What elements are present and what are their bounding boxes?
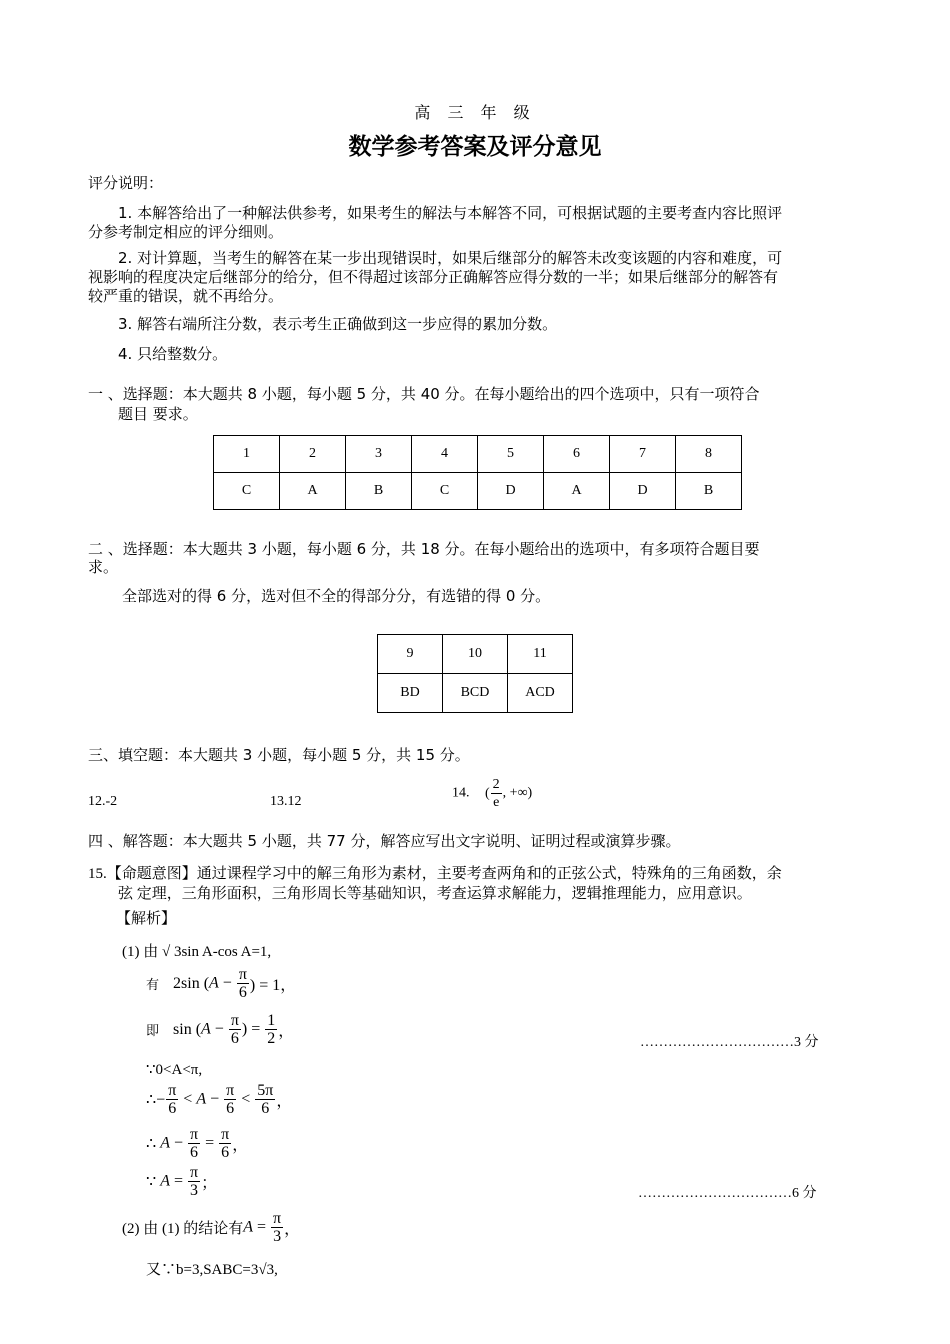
fraction-numerator: π bbox=[190, 1126, 199, 1143]
expr-text: − bbox=[210, 1020, 228, 1038]
fraction-pi-over-6 bbox=[166, 1082, 178, 1117]
answer-14-open-paren: ( bbox=[485, 785, 490, 801]
answer-14 bbox=[452, 776, 532, 811]
answer-cell: B bbox=[676, 473, 742, 510]
section-2-heading: 二 、选择题：本大题共 3 小题，每小题 6 分，共 18 分。在每小题给出的选项中，有多项符合题目要 bbox=[88, 540, 760, 558]
fraction-numerator: 5π bbox=[257, 1082, 274, 1099]
section-3-heading: 三、填空题：本大题共 3 小题，每小题 5 分，共 15 分。 bbox=[88, 746, 470, 764]
fraction-denominator: 3 bbox=[190, 1182, 199, 1199]
expr-text: < bbox=[237, 1090, 255, 1108]
answer-14-fraction bbox=[491, 776, 502, 811]
analysis-label: 【解析】 bbox=[116, 911, 177, 927]
fraction-numerator: 2 bbox=[492, 777, 500, 792]
section-1-heading-cont: 题目 要求。 bbox=[118, 405, 198, 423]
step-6 bbox=[146, 1126, 248, 1161]
fraction-pi-over-6 bbox=[188, 1126, 200, 1161]
question-number: 10 bbox=[443, 635, 508, 674]
question-number: 6 bbox=[544, 436, 610, 473]
note-2-line-1: 2. 对计算题，当考生的解答在某一步出现错误时，如果后继部分的解答未改变该题的内容和难度，可 bbox=[118, 249, 783, 267]
section-1-heading: 一 、选择题：本大题共 8 小题，每小题 5 分，共 40 分。在每小题给出的四个选项中，只有一项符合 bbox=[88, 385, 760, 403]
answer-cell: A bbox=[544, 473, 610, 510]
question-number: 11 bbox=[508, 635, 573, 674]
question-number: 5 bbox=[478, 436, 544, 473]
expr-text: (2) 由 (1) 的结论有 bbox=[122, 1221, 244, 1237]
expr-var: A bbox=[201, 1020, 211, 1038]
step-prefix: 有 bbox=[146, 977, 160, 992]
answer-14-interval-end: , +∞) bbox=[502, 785, 533, 801]
expr-text: sin ( bbox=[173, 1020, 202, 1038]
fraction-pi-over-3 bbox=[271, 1210, 283, 1245]
fraction-numerator: π bbox=[221, 1126, 230, 1143]
expr-text: − bbox=[169, 1134, 187, 1152]
note-3: 3. 解答右端所注分数，表示考生正确做到这一步应得的累加分数。 bbox=[118, 315, 558, 333]
section-2-heading-cont: 求。 bbox=[88, 558, 119, 576]
score-marker-3: ……………………………3 分 bbox=[640, 1035, 819, 1050]
fraction-denominator: 6 bbox=[221, 1144, 230, 1161]
part-2-line-2: 又∵b=3,SABC=3√3, bbox=[146, 1262, 278, 1278]
table-row-numbers bbox=[214, 436, 742, 473]
expr-text: = bbox=[169, 1172, 187, 1190]
fraction-denominator: 6 bbox=[238, 984, 247, 1001]
fraction-denominator: 6 bbox=[190, 1144, 199, 1161]
section-1-answer-table bbox=[213, 435, 742, 510]
expr-text: ， bbox=[278, 1023, 295, 1040]
expr-text: ； bbox=[201, 1175, 218, 1192]
answer-13: 13.12 bbox=[270, 794, 302, 809]
expr-text: ∵ bbox=[146, 1173, 161, 1191]
answer-14-label: 14. bbox=[452, 785, 470, 801]
fraction-denominator: 2 bbox=[267, 1030, 276, 1047]
answer-cell: A bbox=[280, 473, 346, 510]
fraction-pi-over-6 bbox=[237, 966, 249, 1001]
question-number: 9 bbox=[378, 635, 443, 674]
fraction-denominator: e bbox=[493, 795, 500, 810]
section-4-heading: 四 、解答题：本大题共 5 小题，共 77 分，解答应写出文字说明、证明过程或演算步骤。 bbox=[88, 832, 681, 850]
answer-cell: B bbox=[346, 473, 412, 510]
fraction-numerator: 1 bbox=[267, 1012, 276, 1029]
expr-text: ， bbox=[232, 1137, 249, 1154]
part-2-line-1 bbox=[122, 1210, 300, 1245]
note-1-line-2: 分参考制定相应的评分细则。 bbox=[88, 223, 284, 241]
question-number: 1 bbox=[214, 436, 280, 473]
answer-cell: ACD bbox=[508, 674, 573, 713]
step-3 bbox=[146, 1012, 294, 1047]
question-number: 4 bbox=[412, 436, 478, 473]
note-2-line-2: 视影响的程度决定后继部分的给分，但不得超过该部分正确解答应得分数的一半；如果后继部分的解答有 bbox=[88, 268, 779, 286]
expr-text: − bbox=[218, 974, 236, 992]
step-1: (1) 由 √ 3sin A-cos A=1, bbox=[122, 944, 272, 960]
expr-text: = bbox=[201, 1134, 219, 1152]
step-7 bbox=[146, 1164, 217, 1199]
answer-cell: C bbox=[412, 473, 478, 510]
fraction-denominator: 3 bbox=[273, 1228, 282, 1245]
table-row-numbers bbox=[378, 635, 573, 674]
answer-12: 12.-2 bbox=[88, 794, 118, 809]
fraction-numerator: π bbox=[273, 1210, 282, 1227]
fraction-denominator: 6 bbox=[261, 1100, 270, 1117]
expr-var: A bbox=[209, 974, 219, 992]
expr-text: ， bbox=[276, 1093, 293, 1110]
expr-var: A bbox=[160, 1134, 170, 1152]
fraction-denominator: 6 bbox=[230, 1030, 239, 1047]
expr-text: ) = bbox=[241, 1020, 265, 1038]
page-title: 数学参考答案及评分意见 bbox=[348, 134, 602, 160]
answer-cell: D bbox=[478, 473, 544, 510]
question-number: 8 bbox=[676, 436, 742, 473]
answer-cell: BD bbox=[378, 674, 443, 713]
fraction-pi-over-6 bbox=[219, 1126, 231, 1161]
question-number: 3 bbox=[346, 436, 412, 473]
fraction-numerator: π bbox=[190, 1164, 199, 1181]
expr-text: ， bbox=[284, 1221, 301, 1238]
scoring-notes-heading: 评分说明： bbox=[88, 174, 164, 192]
fraction-denominator: 6 bbox=[226, 1100, 235, 1117]
table-row-answers bbox=[378, 674, 573, 713]
table-row-answers bbox=[214, 473, 742, 510]
expr-var: A bbox=[196, 1090, 207, 1108]
step-2 bbox=[146, 966, 296, 1001]
q15-intent-line-1: 15.【命题意图】通过课程学习中的解三角形为素材，主要考查两角和的正弦公式，特殊角的三角函数，余 bbox=[88, 866, 782, 882]
fraction-numerator: π bbox=[226, 1082, 235, 1099]
fraction-1-over-2 bbox=[265, 1012, 277, 1047]
note-4: 4. 只给整数分。 bbox=[118, 345, 228, 363]
fraction-5pi-over-6 bbox=[255, 1082, 275, 1117]
q15-intent-line-2: 弦 定理，三角形面积，三角形周长等基础知识，考查运算求解能力，逻辑推理能力，应用意识。 bbox=[118, 886, 752, 902]
answer-cell: C bbox=[214, 473, 280, 510]
fraction-numerator: π bbox=[238, 966, 247, 983]
fraction-pi-over-6 bbox=[229, 1012, 241, 1047]
fraction-numerator: π bbox=[230, 1012, 239, 1029]
expr-text: < bbox=[179, 1090, 197, 1108]
question-number: 7 bbox=[610, 436, 676, 473]
section-2-scoring-rule: 全部选对的得 6 分，选对但不全的得部分分，有选错的得 0 分。 bbox=[122, 587, 551, 605]
step-4: ∵0<A<π, bbox=[146, 1062, 203, 1078]
expr-text: = bbox=[253, 1218, 271, 1236]
answer-cell: BCD bbox=[443, 674, 508, 713]
step-prefix: 即 bbox=[146, 1023, 160, 1038]
expr-text: ∴− bbox=[146, 1091, 166, 1109]
expr-var: A bbox=[160, 1172, 170, 1190]
fraction-denominator: 6 bbox=[168, 1100, 177, 1117]
expr-text: ) = 1， bbox=[249, 977, 297, 994]
fraction-numerator: π bbox=[168, 1082, 177, 1099]
step-5 bbox=[146, 1082, 292, 1117]
expr-text: ∴ bbox=[146, 1135, 161, 1153]
expr-text: − bbox=[206, 1090, 224, 1108]
fraction-pi-over-6 bbox=[224, 1082, 236, 1117]
section-2-answer-table bbox=[377, 634, 573, 713]
grade-heading: 高 三 年 级 bbox=[414, 103, 536, 122]
expr-text: 2sin ( bbox=[173, 974, 210, 992]
score-marker-6: ……………………………6 分 bbox=[638, 1186, 817, 1201]
answer-cell: D bbox=[610, 473, 676, 510]
expr-var: A bbox=[243, 1218, 254, 1236]
note-2-line-3: 较严重的错误，就不再给分。 bbox=[88, 287, 284, 305]
question-number: 2 bbox=[280, 436, 346, 473]
note-1-line-1: 1. 本解答给出了一种解法供参考，如果考生的解法与本解答不同，可根据试题的主要考查内容比照评 bbox=[118, 204, 783, 222]
fraction-pi-over-3 bbox=[188, 1164, 200, 1199]
